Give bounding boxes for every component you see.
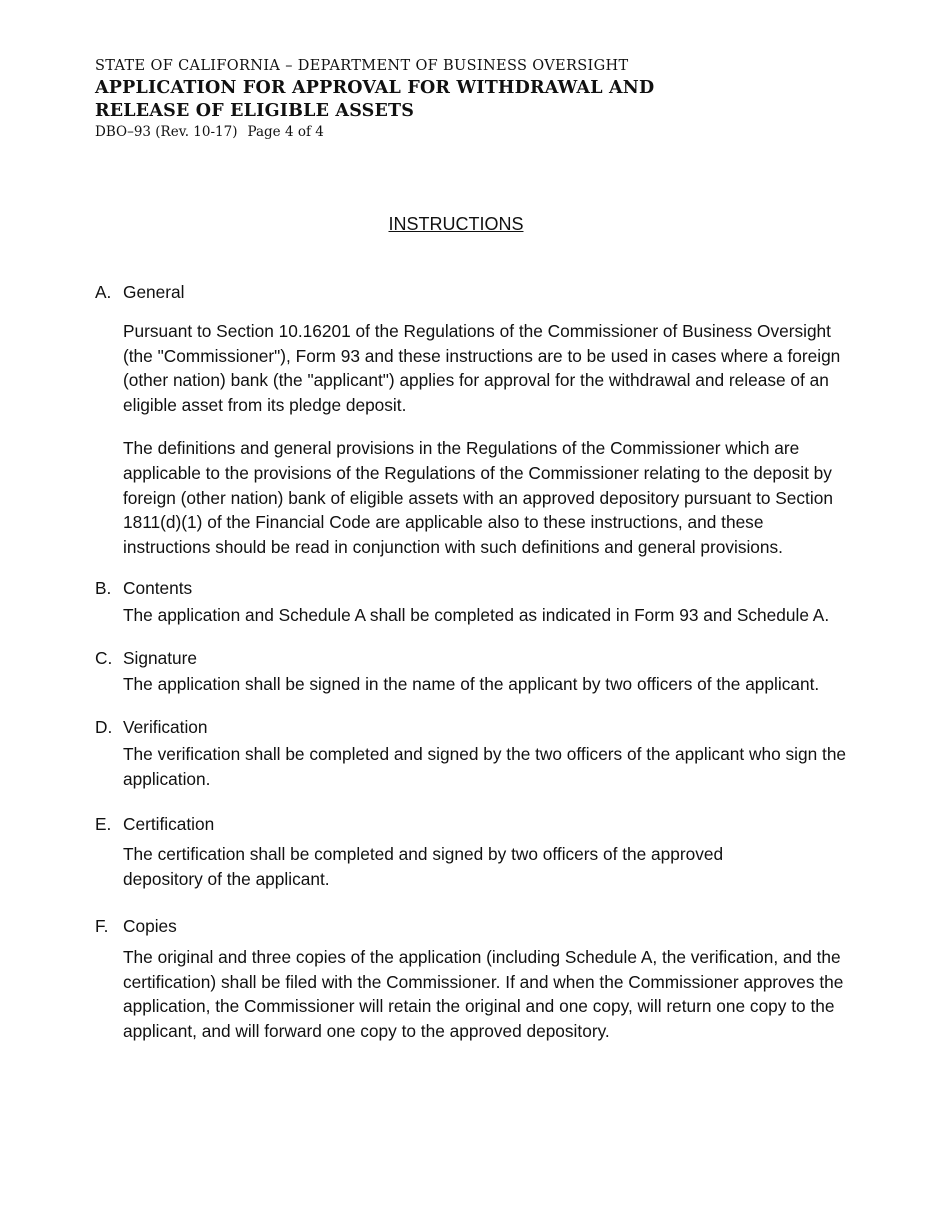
section-verification [95,715,855,791]
section-heading [95,576,855,601]
section-paragraph: Pursuant to Section 10.16201 of the Regulations of the Commissioner of Business Oversight (the "Commissioner"), Form 93 and these instructions are to be used in cases where a foreign (other nation) bank (the "applicant") applies for approval for the withdrawal and release of an eligible asset from its pledge deposit. [123,320,841,416]
agency-name: STATE OF CALIFORNIA – DEPARTMENT OF BUSINESS OVERSIGHT [95,58,629,74]
section-body [123,945,855,1044]
section-title: General [123,282,185,302]
section-title: Signature [123,647,197,668]
form-title: APPLICATION FOR APPROVAL FOR WITHDRAWAL AND RELEASE OF ELIGIBLE ASSETS [95,78,655,121]
section-letter: B. [95,577,112,598]
section-letter: C. [95,647,113,668]
section-heading [95,646,855,671]
section-letter: F. [95,915,109,936]
document-header [95,56,735,141]
section-heading [95,715,855,740]
section-general [95,280,855,560]
instructions-body [95,280,855,1044]
section-paragraph: The definitions and general provisions in the Regulations of the Commissioner which are applicable to the provisions of the Regulations of the Commissioner relating to the deposit by foreign (other nation) bank of eligible assets with an approved depository pursuant to Section 1811(d)(1) of the Financial Code are applicable also to these instructions, and these instructions should be read in conjunction with such definitions and general provisions. [123,437,833,558]
section-letter: A. [95,282,112,302]
section-letter: E. [95,813,112,834]
page-title: INSTRUCTIONS [388,214,524,234]
section-body [123,842,855,892]
page-label: Page 4 of 4 [247,124,324,140]
section-paragraph: The verification shall be completed and signed by the two officers of the applicant who sign the application. [123,743,847,789]
section-letter: D. [95,717,113,738]
section-title: Verification [123,717,208,738]
section-body [123,603,855,628]
section-paragraph: The application shall be signed in the name of the applicant by two officers of the applicant. [123,674,820,695]
section-paragraph: The certification shall be completed and signed by two officers of the approved depository of the applicant. [123,844,724,890]
section-certification [95,812,855,892]
section-body [123,672,855,697]
section-paragraph: The original and three copies of the application (including Schedule A, the verification, and the certification) shall be filed with the Commissioner. If and when the Commissioner approves the application, the Commissioner will retain the original and one copy, will return one copy to the applicant, and will forward one copy to the approved depository. [123,946,844,1042]
section-heading [95,812,855,837]
section-signature [95,646,855,698]
section-heading [95,280,855,305]
form-number: DBO–93 (Rev. 10-17) [95,124,238,140]
form-identifier [95,123,735,141]
section-title: Copies [123,915,177,936]
section-heading [95,914,855,939]
section-paragraph: The application and Schedule A shall be completed as indicated in Form 93 and Schedule A. [123,604,830,625]
section-body [123,319,855,560]
section-copies [95,914,855,1044]
section-body [123,742,855,792]
section-contents [95,576,855,628]
section-title: Certification [123,813,215,834]
section-title: Contents [123,577,193,598]
